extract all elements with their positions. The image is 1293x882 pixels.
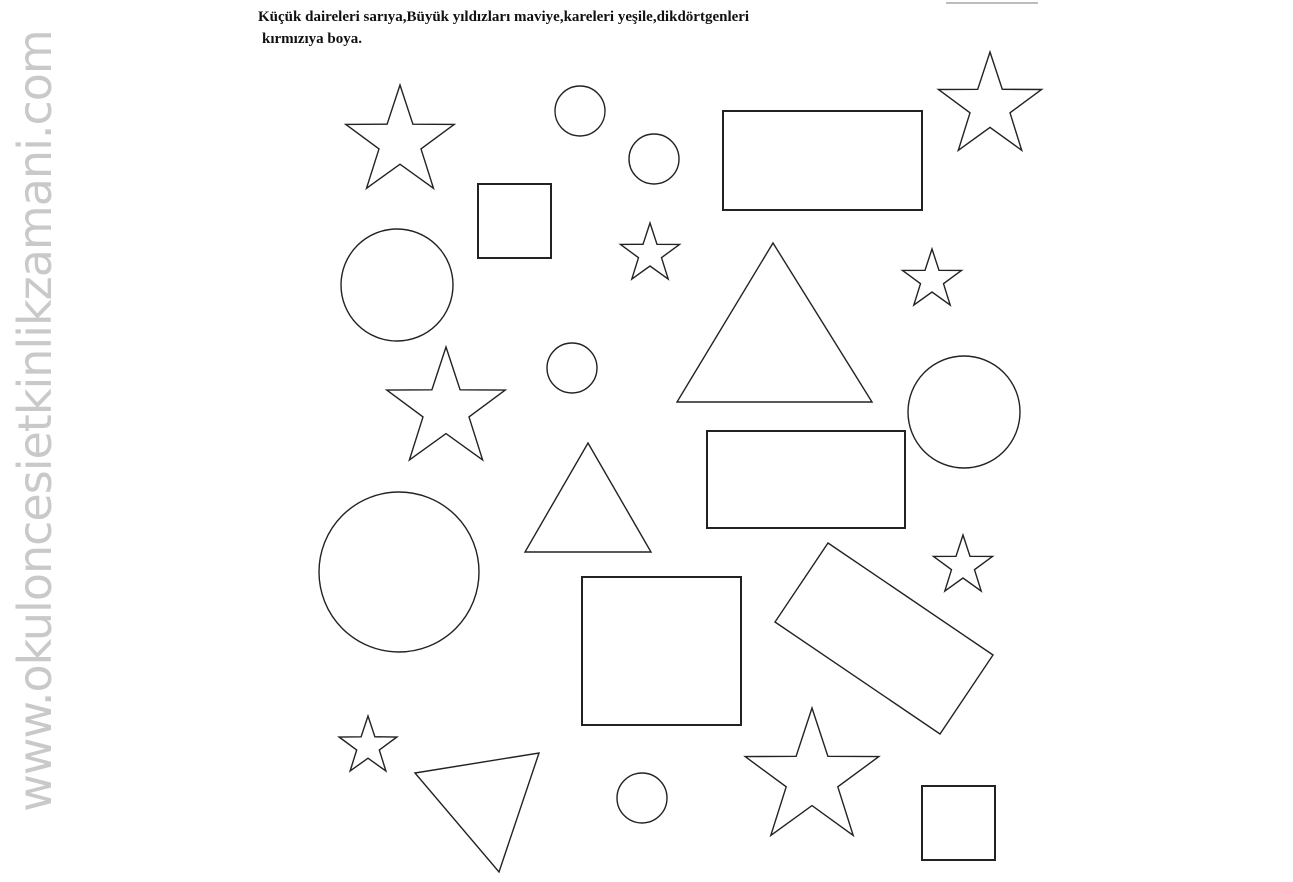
large-circle[interactable] [908,356,1020,468]
small-star[interactable] [339,716,397,771]
small-circle[interactable] [629,134,679,184]
large-star[interactable] [745,708,879,835]
rectangle[interactable] [723,111,922,210]
small-circle[interactable] [547,343,597,393]
small-star[interactable] [903,249,962,305]
large-star[interactable] [346,85,454,188]
large-star[interactable] [387,347,505,460]
triangle[interactable] [525,443,651,552]
rectangle[interactable] [707,431,905,528]
square[interactable] [922,786,995,860]
square[interactable] [582,577,741,725]
triangle[interactable] [415,753,539,872]
square[interactable] [478,184,551,258]
instructions-line-1: Küçük daireleri sarıya,Büyük yıldızları maviye,kareleri yeşile,dikdörtgenleri [258,9,750,25]
large-star[interactable] [938,52,1041,150]
rectangle[interactable] [775,543,993,734]
triangle[interactable] [677,243,872,402]
small-circle[interactable] [617,773,667,823]
small-star[interactable] [621,223,680,279]
instructions-line-2: kırmızıya boya. [262,31,362,47]
website-watermark: www.okuloncesietkinlikzamani.com [8,30,62,812]
small-circle[interactable] [555,86,605,136]
large-circle[interactable] [319,492,479,652]
large-circle[interactable] [341,229,453,341]
small-star[interactable] [934,535,993,591]
